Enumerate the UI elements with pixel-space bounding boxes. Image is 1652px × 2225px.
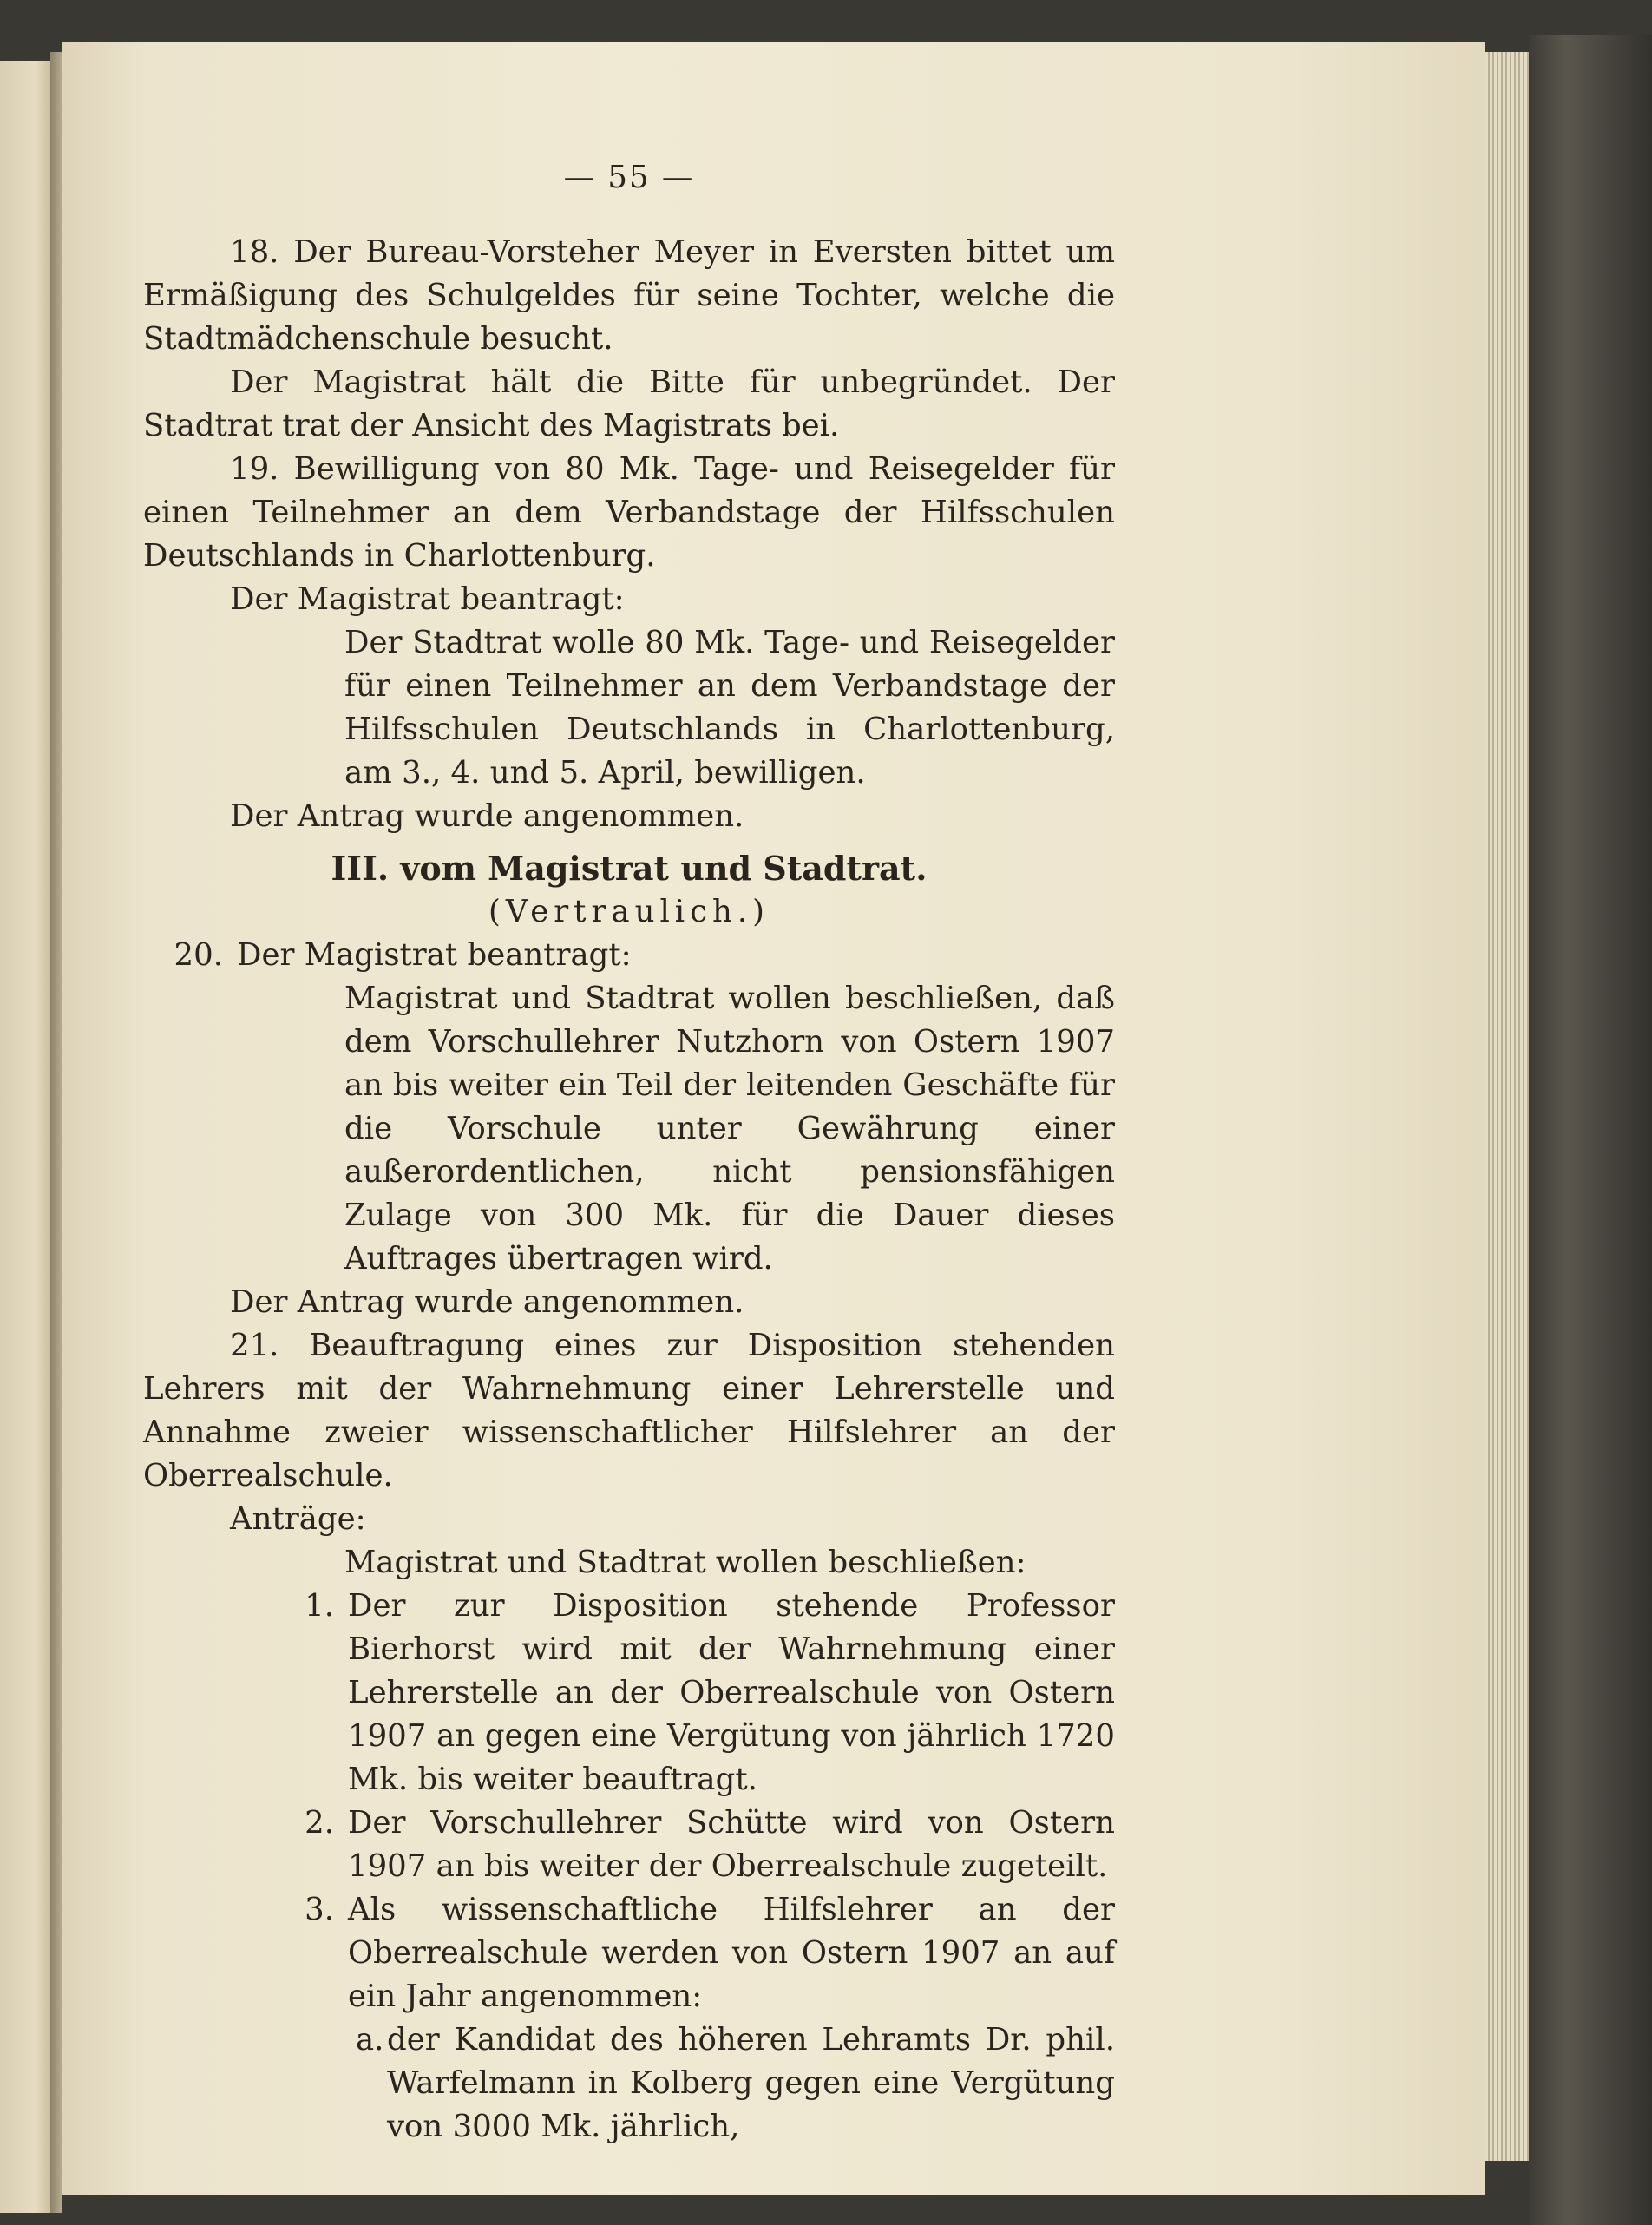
sub-list-item-letter: a. <box>356 2022 384 2058</box>
list-item-number: 2. <box>305 1805 334 1841</box>
item-text: Der Magistrat beantragt: <box>237 937 632 973</box>
list-item-text: Der zur Disposition stehende Professor Bierhorst wird mit der Wahrnehmung einer Lehrerstelle an der Oberrealschule von Ostern 1907 an gegen eine Vergütung von jährlich 1720 Mk. bis weiter beauftragt. <box>348 1588 1115 1797</box>
list-item-text: Der Vorschullehrer Schütte wird von Ostern 1907 an bis weiter der Oberrealschule zugeteilt. <box>348 1805 1115 1884</box>
book-cover <box>1529 35 1652 2225</box>
paragraph-21-motions: Anträge: <box>230 1501 366 1537</box>
paragraph-21: 21. Beauftragung eines zur Disposition stehenden Lehrers mit der Wahrnehmung einer Lehrerstelle und Annahme zweier wissenschaftlicher Hilfslehrer an der Oberrealschule. <box>143 1328 1115 1493</box>
paragraph-20-result: Der Antrag wurde angenommen. <box>230 1284 744 1320</box>
sub-list-item-text: der Kandidat des höheren Lehramts Dr. phil. Warfelmann in Kolberg gegen eine Vergütung von 3000 Mk. jährlich, <box>387 2022 1115 2144</box>
list-item-number: 1. <box>305 1588 334 1624</box>
item-number: 20. <box>174 937 223 973</box>
page-number: — 55 — <box>563 160 695 195</box>
paragraph-19-proposal: Der Stadtrat wolle 80 Mk. Tage- und Reisegelder für einen Teilnehmer an dem Verbandstage der Hilfsschulen Deutschlands in Charlottenburg, am 3., 4. und 5. April, bewilligen. <box>344 625 1115 791</box>
paragraph-18-decision: Der Magistrat hält die Bitte für unbegründet. Der Stadtrat trat der Ansicht des Magistrats bei. <box>143 364 1115 443</box>
section-subheading: (Vertraulich.) <box>488 894 770 929</box>
paragraph-19: 19. Bewilligung von 80 Mk. Tage- und Reisegelder für einen Teilnehmer an dem Verbandstage der Hilfsschulen Deutschlands in Charlottenburg. <box>143 451 1115 574</box>
paragraph-20-proposal: Magistrat und Stadtrat wollen beschließen, daß dem Vorschullehrer Nutzhorn von Ostern 1907 an bis weiter ein Teil der leitenden Geschäfte für die Vorschule unter Gewährung einer außerordentlichen, nicht pensionsfähigen Zulage von 300 Mk. für die Dauer dieses Auftrages übertragen wird. <box>344 981 1115 1277</box>
paragraph-20 <box>143 934 1115 977</box>
list-item-text: Als wissenschaftliche Hilfslehrer an der Oberrealschule werden von Ostern 1907 an auf ein Jahr angenommen: <box>348 1892 1115 2014</box>
paragraph-19-result: Der Antrag wurde angenommen. <box>230 798 744 834</box>
paragraph-21-resolution: Magistrat und Stadtrat wollen beschließen: <box>344 1545 1026 1580</box>
sub-list-item <box>143 2018 1115 2149</box>
paragraph-18: 18. Der Bureau-Vorsteher Meyer in Eversten bittet um Ermäßigung des Schulgeldes für seine Tochter, welche die Stadtmädchenschule besucht. <box>143 234 1115 357</box>
list-item <box>143 1802 1115 1888</box>
book-gutter <box>50 52 62 2213</box>
list-item-number: 3. <box>305 1892 334 1927</box>
page-text <box>143 156 1115 2149</box>
list-item <box>143 1888 1115 2018</box>
list-item <box>143 1585 1115 1802</box>
paragraph-19-motion: Der Magistrat beantragt: <box>230 581 625 617</box>
left-page-edge <box>0 61 50 2213</box>
page-edges <box>1485 52 1529 2161</box>
section-heading: III. vom Magistrat und Stadtrat. <box>331 849 928 888</box>
